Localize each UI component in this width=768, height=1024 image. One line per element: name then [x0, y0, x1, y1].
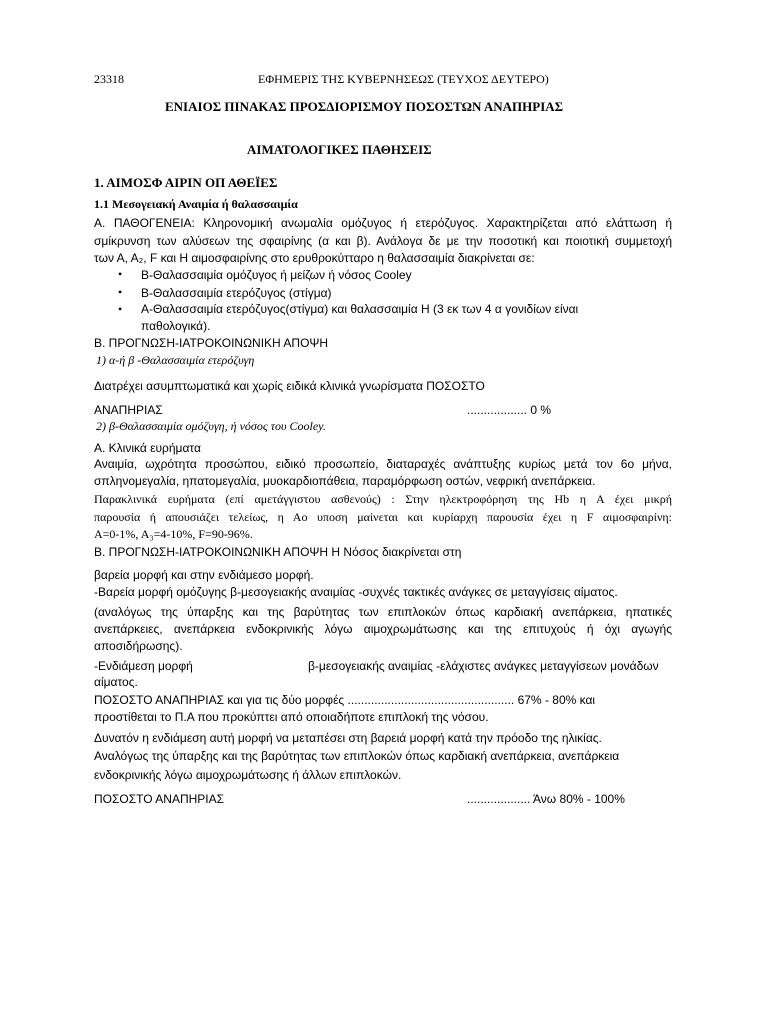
page-title: ΕΝΙΑΙΟΣ ΠΙΝΑΚΑΣ ΠΡΟΣΔΙΟΡΙΣΜΟΥ ΠΟΣΟΣΤΩΝ ΑΝΑΠΗΡΙΑΣ [165, 99, 564, 114]
paraclinical-line-3: Α=0-1%, Α₃=4-10%, F=90-96%. [94, 527, 253, 541]
page-number: 23318 [94, 72, 124, 86]
paraclinical-line-1: Παρακλινικά ευρήματα (επί αμετάγγιστου ασθενούς) : Στην ηλεκτροφόρηση της Hb η Α έχει μικρή [94, 492, 672, 506]
bullet-icon: • [118, 302, 123, 316]
intermediate-form-continuation: αίματος. [94, 675, 138, 689]
clinical-line-2: σπληνομεγαλία, ηπατομεγαλία, μυοκαρδιοπάθεια, παραμόρφωση οστών, νεφρική ανεπάρκεια. [94, 474, 596, 488]
prognosis-2-line-1: βαρεία μορφή και στην ενδιάμεσο μορφή. [94, 568, 314, 582]
disability-rate-label: ΑΝΑΠΗΡΙΑΣ [94, 403, 163, 417]
disability-rate-value: .................. 0 % [467, 403, 552, 417]
heterozygous-description: Διατρέχει ασυμπτωματικά και χωρίς ειδικά κλινικά γνωρίσματα ΠΟΣΟΣΤΟ [94, 379, 485, 393]
complications-line-3: αποσιδήρωσης). [94, 639, 183, 653]
list-item: Β-Θαλασσαιμία ομόζυγος ή μείζων ή νόσος Cooley [141, 268, 412, 282]
intermediate-form-label: -Ενδιάμεση μορφή [94, 659, 193, 673]
section-heading: 1. ΑΙΜΟΣΦ ΑΙΡΙΝ ΟΠ ΑΘΕΪΕΣ [94, 175, 278, 190]
pathogenesis-line-1: Α. ΠΑΘΟΓΕΝΕΙΑ: Κληρονομική ανωμαλία ομόζυγος ή ετερόζυγος. Χαρακτηρίζεται από ελάττωση ή [94, 216, 672, 230]
final-disability-rate-value: ................... Άνω 80% - 100% [467, 792, 625, 806]
clinical-line-1: Αναιμία, ωχρότητα προσώπου, ειδικό προσωπείο, διαταραχές ανάπτυξης κυρίως μετά τον 6ο μήνα, [94, 457, 672, 471]
bullet-icon: • [118, 285, 123, 299]
subsection-heading: 1.1 Μεσογειακή Αναιμία ή θαλασσαιμία [94, 197, 298, 211]
chapter-title: ΑΙΜΑΤΟΛΟΓΙΚΕΣ ΠΑΘΗΣΕΙΣ [247, 142, 432, 157]
pathogenesis-line-2: σμίκρυνση των αλύσεων της σφαιρίνης (α και β). Ανάλογα δε με την ποσοτική και ποιοτική συμμετοχή [94, 234, 672, 248]
complications-note-line-2: ενδοκρινικής λόγω αιμοχρωμάτωσης ή άλλων επιπλοκών. [94, 768, 402, 782]
prognosis-2-heading: Β. ΠΡΟΓΝΩΣΗ-ΙΑΤΡΟΚΟΙΝΩΝΙΚΗ ΑΠΟΨΗ Η Νόσος διακρίνεται στη [94, 545, 462, 559]
paraclinical-line-2: παρουσία ή απουσιάζει τελείως, η Αο υποση μαίνεται και κυρίαρχη παρουσία έχει η F αιμοσφαιρίνη: [94, 510, 672, 524]
pathogenesis-line-3: των Α, Α₂, F και Η αιμοσφαιρίνης στο ερυθροκύτταρο η θαλασσαιμία διακρίνεται σε: [94, 251, 535, 265]
complications-line-2: ανεπάρκειες, ανεπάρκεια ενδοκρινικής λόγω αιμοχρωμάτωσης και της επιτυχούς ή όχι αγωγής [94, 622, 672, 636]
final-disability-rate-label: ΠΟΣΟΣΤΟ ΑΝΑΠΗΡΙΑΣ [94, 792, 225, 806]
intermediate-form-description: β-μεσογειακής αναιμίας -ελάχιστες ανάγκες μεταγγίσεων μονάδων [308, 659, 659, 673]
list-item: Β-Θαλασσαιμία ετερόζυγος (στίγμα) [141, 286, 332, 300]
complications-line-1: (αναλόγως της ύπαρξης και της βαρύτητας των επιπλοκών όπως καρδιακή ανεπάρκεια, ηπατικές [94, 605, 672, 619]
bullet-icon: • [118, 267, 123, 281]
severe-form-line: -Βαρεία μορφή ομόζυγης β-μεσογειακής αναιμίας -συχνές τακτικές ανάγκες σε μεταγγίσεις αίματος. [94, 585, 618, 599]
list-item-continuation: παθολογικά). [141, 319, 211, 333]
gazette-header: ΕΦΗΜΕΡΙΣ ΤΗΣ ΚΥΒΕΡΝΗΣΕΩΣ (ΤΕΥΧΟΣ ΔΕΥΤΕΡΟ) [258, 72, 549, 86]
clinical-heading: Α. Κλινικά ευρήματα [94, 441, 201, 455]
progression-note: Δυνατόν η ενδιάμεση αυτή μορφή να μεταπέσει στη βαρειά μορφή κατά την πρόοδο της ηλικίας. [94, 731, 602, 745]
prognosis-item-2: 2) β-Θαλασσαιμία ομόζυγη, ή νόσος του Cooley. [96, 419, 326, 433]
prognosis-heading: Β. ΠΡΟΓΝΩΣΗ-ΙΑΤΡΟΚΟΙΝΩΝΙΚΗ ΑΠΟΨΗ [94, 336, 329, 350]
complications-note-line-1: Αναλόγως της ύπαρξης και της βαρύτητας των επιπλοκών όπως καρδιακή ανεπάρκεια, ανεπάρκεια [94, 749, 620, 763]
disability-rate-both-forms: ΠΟΣΟΣΤΟ ΑΝΑΠΗΡΙΑΣ και για τις δύο μορφές .................................................. 67% - 80% και [94, 693, 596, 707]
prognosis-item-1: 1) α-ή β -Θαλασσαιμία ετερόζυγη [96, 353, 255, 367]
list-item: Α-Θαλασσαιμία ετερόζυγος(στίγμα) και θαλασσαιμία Η (3 εκ των 4 α γονιδίων είναι [141, 302, 579, 316]
disability-rate-addition: προστίθεται το Π.Α που προκύπτει από οποιαδήποτε επιπλοκή της νόσου. [94, 710, 489, 724]
